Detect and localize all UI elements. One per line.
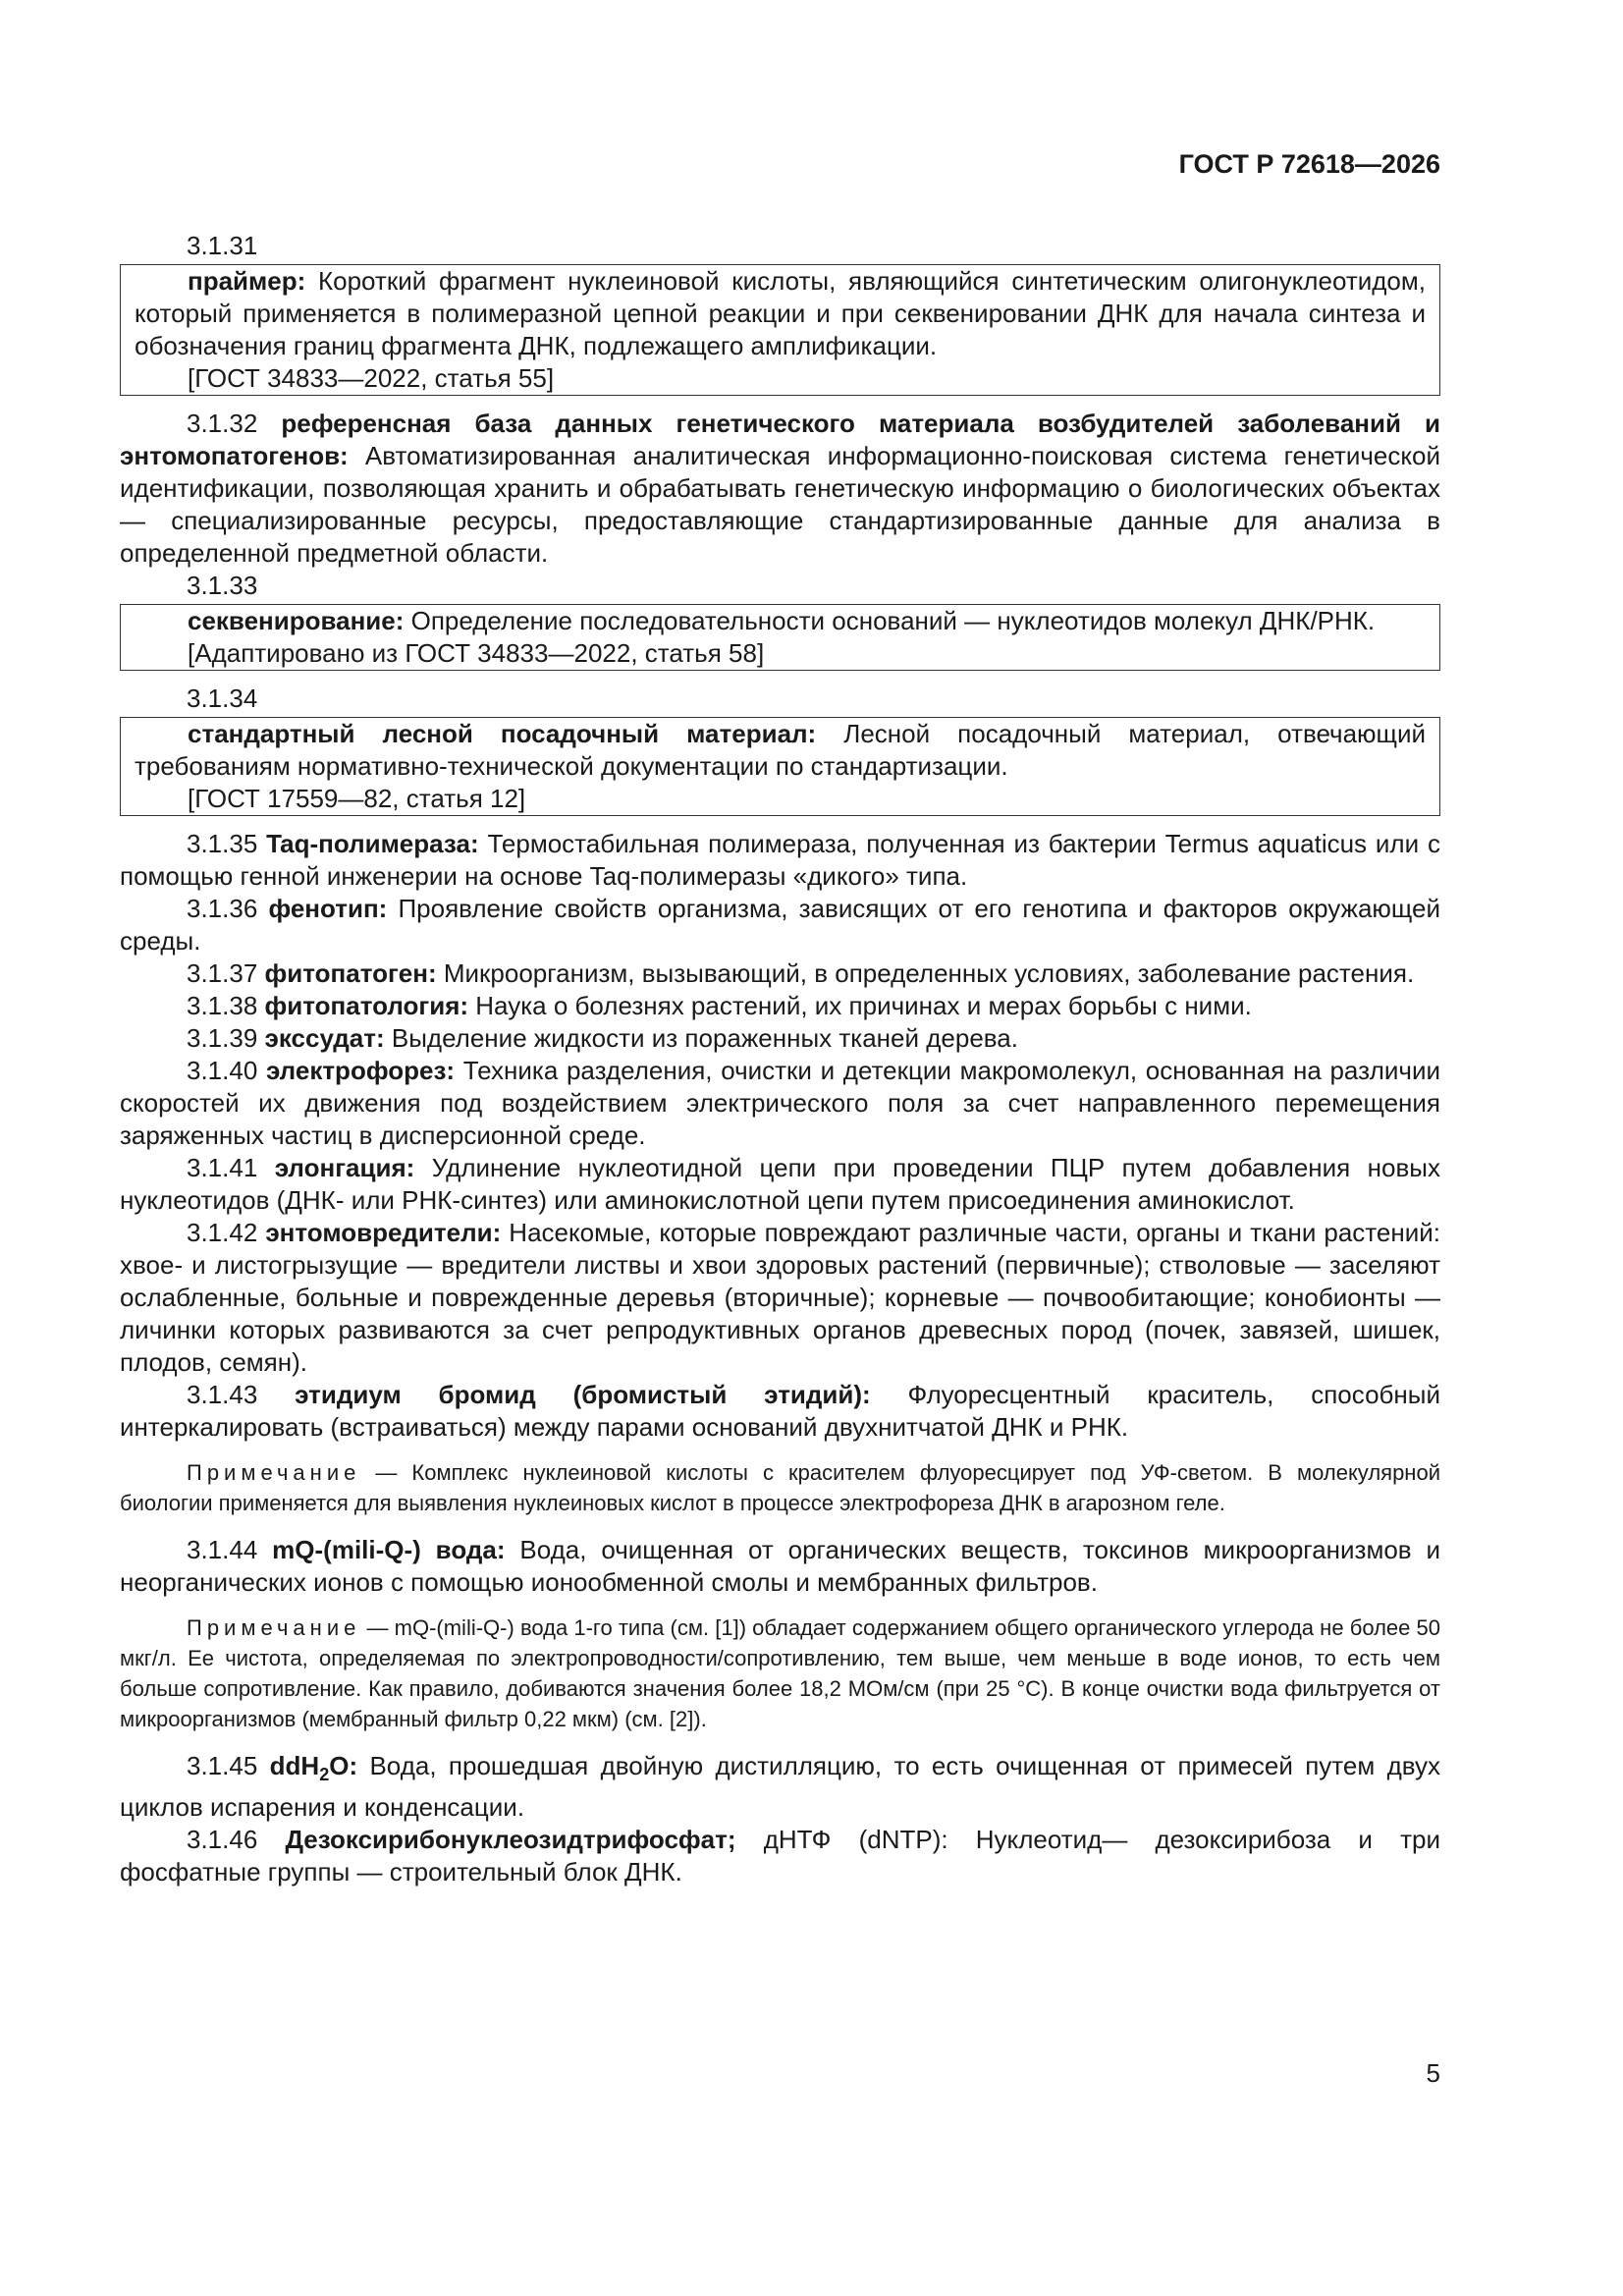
entry-number: 3.1.44: [187, 1535, 258, 1564]
term-definition: [120, 893, 1440, 957]
term-definition: [120, 408, 1440, 570]
term-definition: [120, 1152, 1440, 1217]
term: секвенирование:: [188, 606, 405, 635]
entry-number: 3.1.40: [187, 1056, 258, 1085]
term: Дезоксирибонуклеозидтрифосфат;: [285, 1825, 736, 1855]
term: этидиум бромид (бромистый этидий):: [295, 1380, 871, 1409]
term: mQ-(mili-Q-) вода:: [272, 1535, 506, 1564]
term-part: O:: [329, 1751, 358, 1780]
term-source: [ГОСТ 34833—2022, статья 55]: [188, 363, 555, 393]
note-text: — mQ-(mili-Q-) вода 1-го типа (см. [1]) обладает содержанием общего органического углерода не более 50 мкг/л. Ее чистота, определяемая по электропроводности/сопротивлению, тем выше, чем меньше в воде ионов, то есть чем больше сопротивление. Как правило, добиваются значения более 18,2 МОм/см (при 25 °С). В конце очистки вода фильтруется от микроорганизмов (мембранный фильтр 0,22 мкм) (см. [2]).: [120, 1615, 1440, 1731]
definition: Насекомые, которые повреждают различные части, органы и ткани растений: хвое- и листогрызущие — вредители листвы и хвои здоровых растений (первичные); стволовые — заселяют ослабленные, больные и поврежденные деревья (вторичные); корневые — почвообитающие; конобионты — личинки которых развиваются за счет репродуктивных органов древесных пород (почек, завязей, шишек, плодов, семян).: [120, 1218, 1440, 1377]
term-box: [120, 717, 1440, 816]
entry-number: 3.1.32: [187, 409, 258, 438]
term: фитопатология:: [264, 991, 469, 1020]
term: [269, 1751, 358, 1785]
definition: Наука о болезнях растений, их причинах и мерах борьбы с ними.: [468, 991, 1252, 1020]
document-body: [120, 230, 1440, 1888]
term-definition: [135, 718, 1426, 783]
definition: Короткий фрагмент нуклеиновой кислоты, являющийся синтетическим олигонуклеотидом, который применяется в полимеразной цепной реакции и при секвенировании ДНК для начала синтеза и обозначения границ фрагмента ДНК, подлежащего амплификации.: [135, 266, 1426, 360]
definition: Определение последовательности оснований — нуклеотидов молекул ДНК/РНК.: [404, 606, 1376, 635]
term: референсная база данных генетического материала возбудителей заболеваний и энтомопатогенов:: [120, 409, 1440, 470]
definition: Техника разделения, очистки и детекции макромолекул, основанная на различии скоростей их движения под воздействием электрического поля за счет направленного перемещения заряженных частиц в дисперсионной среде.: [120, 1056, 1440, 1150]
entry-number: 3.1.33: [187, 571, 258, 600]
entry-number: 3.1.35: [187, 829, 258, 858]
term-definition: [135, 605, 1426, 637]
note: [120, 1457, 1440, 1518]
term-definition: [120, 957, 1440, 990]
definition: Выделение жидкости из пораженных тканей дерева.: [384, 1023, 1018, 1053]
term: Taq-полимераза:: [266, 829, 479, 858]
definition: Лесной посадочный материал, отвечающий требованиям нормативно-технической документации по стандартизации.: [135, 719, 1426, 781]
term-part: ddH: [269, 1751, 320, 1780]
entry-number: 3.1.31: [187, 231, 258, 260]
definition: Микроорганизм, вызывающий, в определенных условиях, заболевание растения.: [436, 958, 1415, 988]
entry-number: 3.1.36: [187, 894, 258, 923]
entry-number: 3.1.37: [187, 958, 258, 988]
page-number: 5: [1426, 2058, 1440, 2088]
definition: Флуоресцентный краситель, способный интеркалировать (встраиваться) между парами оснований двухнитчатой ДНК и РНК.: [120, 1380, 1440, 1442]
definition: Термостабильная полимераза, полученная из бактерии Termus aquaticus или с помощью генной инженерии на основе Taq-полимеразы «дикого» типа.: [120, 829, 1440, 891]
term-definition: [120, 1379, 1440, 1444]
entry-number: 3.1.41: [187, 1153, 258, 1182]
definition: Вода, очищенная от органических веществ, токсинов микроорганизмов и неорганических ионов с помощью ионообменной смолы и мембранных фильтров.: [120, 1535, 1441, 1597]
definition: Вода, прошедшая двойную дистилляцию, то есть очищенная от примесей путем двух циклов испарения и конденсации.: [120, 1751, 1440, 1823]
term: праймер:: [188, 266, 306, 296]
term-definition: [135, 265, 1426, 362]
definition: Автоматизированная аналитическая информационно-поисковая система генетической идентификации, позволяющая хранить и обрабатывать генетическую информацию о биологических объектах — специализированные ресурсы, предоставляющие стандартизированные данные для анализа в определенной предметной области.: [120, 441, 1440, 568]
entry-number: 3.1.45: [187, 1751, 258, 1780]
term-source: [ГОСТ 17559—82, статья 12]: [188, 784, 526, 813]
document-number: ГОСТ Р 72618—2026: [1178, 149, 1440, 179]
term-definition: [120, 1534, 1440, 1599]
term-subscript: 2: [319, 1765, 330, 1785]
note: [120, 1613, 1440, 1734]
definition: Проявление свойств организма, зависящих от его генотипа и факторов окружающей среды.: [120, 894, 1440, 956]
term: фитопатоген:: [264, 958, 437, 988]
term: экссудат:: [264, 1023, 385, 1053]
entry-number: 3.1.46: [187, 1825, 258, 1855]
term-definition: [120, 1824, 1440, 1888]
entry-number: 3.1.38: [187, 991, 258, 1020]
definition: Удлинение нуклеотидной цепи при проведении ПЦР путем добавления новых нуклеотидов (ДНК- или РНК-синтез) или аминокислотной цепи путем присоединения аминокислот.: [120, 1153, 1440, 1215]
term: элонгация:: [274, 1153, 415, 1182]
note-label: Примечание: [187, 1460, 361, 1485]
entry-number: 3.1.34: [187, 683, 258, 713]
term-definition: [120, 1217, 1440, 1379]
term-definition: [120, 1750, 1440, 1824]
term: стандартный лесной посадочный материал:: [188, 719, 817, 748]
entry-number: 3.1.43: [187, 1380, 258, 1409]
term-definition: [120, 1055, 1440, 1152]
term-definition: [120, 828, 1440, 893]
term-definition: [120, 1022, 1440, 1055]
term-box: [120, 264, 1440, 396]
note-label: Примечание: [187, 1615, 361, 1640]
term: энтомовредители:: [265, 1218, 502, 1247]
term: электрофорез:: [265, 1056, 456, 1085]
term-definition: [120, 990, 1440, 1022]
term: фенотип:: [268, 894, 388, 923]
entry-number: 3.1.42: [187, 1218, 258, 1247]
entry-number: 3.1.39: [187, 1023, 258, 1053]
definition: дНТФ (dNTP): Нуклеотид— дезоксирибоза и три фосфатные группы — строительный блок ДНК.: [120, 1825, 1440, 1887]
term-box: [120, 604, 1440, 671]
note-text: — Комплекс нуклеиновой кислоты с красителем флуоресцирует под УФ-светом. В молекулярной биологии применяется для выявления нуклеиновых кислот в процессе электрофореза ДНК в агарозном геле.: [120, 1460, 1440, 1515]
term-source: [Адаптировано из ГОСТ 34833—2022, статья 58]: [188, 638, 765, 668]
